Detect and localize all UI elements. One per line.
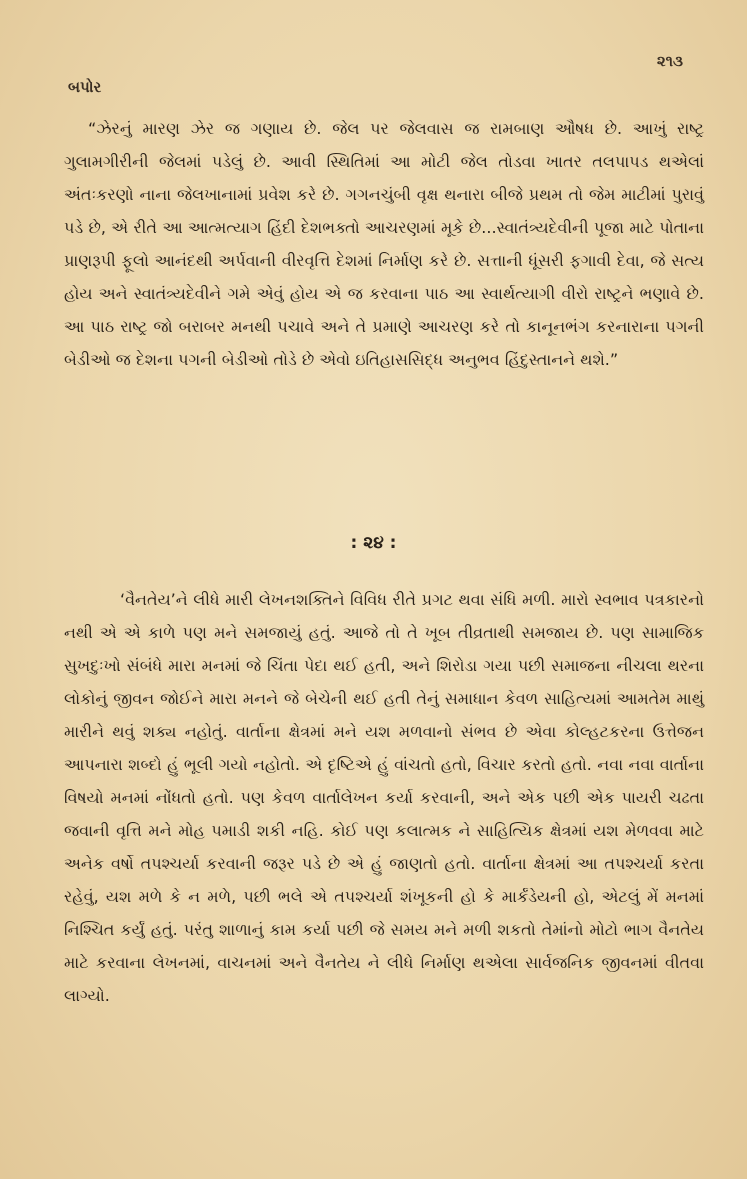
chapter-number: : ૨૪ : <box>350 533 397 553</box>
page-number: ૨૧૩ <box>656 52 683 70</box>
quote-text: “ઝેરનું મારણ ઝેર જ ગણાય છે. જેલ પર જેલવાસ જ રામબાણ ઔષધ છે. આખું રાષ્ટ્ર ગુલામગીરીની જેલમાં પડેલું છે. આવી સ્થિતિમાં આ મોટી જેલ તોડવા ખાતર તલપાપડ થએલાં અંતઃકરણો નાના જેલખાનામાં પ્રવેશ કરે છે. ગગનચુંબી વૃક્ષ થનારા બીજે પ્રથમ તો જેમ માટીમાં પુરાવું પડે છે, એ રીતે આ આત્મત્યાગ હિંદી દેશભક્તો આચરણમાં મૂકે છે...સ્વાતંત્ર્યદેવીની પૂજા માટે પોતાના પ્રાણરૂપી ફૂલો આનંદથી અર્પવાની વીરવૃત્તિ દેશમાં નિર્માણ કરે છે. સત્તાની ધૂંસરી ફગાવી દેવા, જે સત્ય હોય અને સ્વાતંત્ર્યદેવીને ગમે એવું હોય એ જ કરવાના પાઠ આ સ્વાર્થત્યાગી વીરો રાષ્ટ્રને ભણાવે છે. આ પાઠ રાષ્ટ્ર જો બરાબર મનથી પચાવે અને તે પ્રમાણે આચરણ કરે તો કાનૂનભંગ કરનારાના પગની બેડીઓ જ દેશના પગની બેડીઓ તોડે છે એવો ઇતિહાસસિદ્ધ અનુભવ હિંદુસ્તાનને થશે.” <box>64 119 704 369</box>
body-text: ‘વૈનતેય’ને લીધે મારી લેખનશક્તિને વિવિધ રીતે પ્રગટ થવા સંધિ મળી. મારો સ્વભાવ પત્રકારનો નથી એ એ કાળે પણ મને સમજાયું હતું. આજે તો તે ખૂબ તીવ્રતાથી સમજાય છે. પણ સામાજિક સુખદુઃખો સંબંધે મારા મનમાં જે ચિંતા પેદા થઈ હતી, અને શિરોડા ગયા પછી સમાજના નીચલા થરના લોકોનું જીવન જોઈને મારા મનને જે બેચેની થઈ હતી તેનું સમાધાન કેવળ સાહિત્યમાં આમતેમ માથું મારીને થવું શક્ય નહોતું. વાર્તાના ક્ષેત્રમાં મને યશ મળવાનો સંભવ છે એવા કોલ્હટકરના ઉત્તેજન આપનારા શબ્દો હું ભૂલી ગયો નહોતો. એ દૃષ્ટિએ હું વાંચતો હતો, વિચાર કરતો હતો. નવા નવા વાર્તાના વિષયો મનમાં નોંધતો હતો. પણ કેવળ વાર્તાલેખન કર્યા કરવાની, અને એક પછી એક પાયરી ચઢતા જવાની વૃત્તિ મને મોહ પમાડી શકી નહિ. કોઈ પણ કલાત્મક ને સાહિત્યિક ક્ષેત્રમાં યશ મેળવવા માટે અનેક વર્ષો તપશ્ચર્યા કરવાની જરૂર પડે છે એ હું જાણતો હતો. વાર્તાના ક્ષેત્રમાં આ તપશ્ચર્યા કરતા રહેવું, યશ મળે કે ન મળે, પછી ભલે એ તપશ્ચર્યા શંખૂકની હો કે માર્કંડેયની હો, એટલું મેં મનમાં નિશ્ચિત કર્યું હતું. પરંતુ શાળાનું કામ કર્યા પછી જે સમય મને મળી શકતો તેમાંનો મોટો ભાગ વૈનતેય માટે કરવાના લેખનમાં, વાચનમાં અને વૈનતેય ને લીધે નિર્માણ થએલા સાર્વજનિક જીવનમાં વીતવા લાગ્યો. <box>64 590 704 1005</box>
running-head: બપોર <box>68 78 102 96</box>
body-paragraph <box>64 583 704 1012</box>
quote-paragraph <box>64 112 704 376</box>
